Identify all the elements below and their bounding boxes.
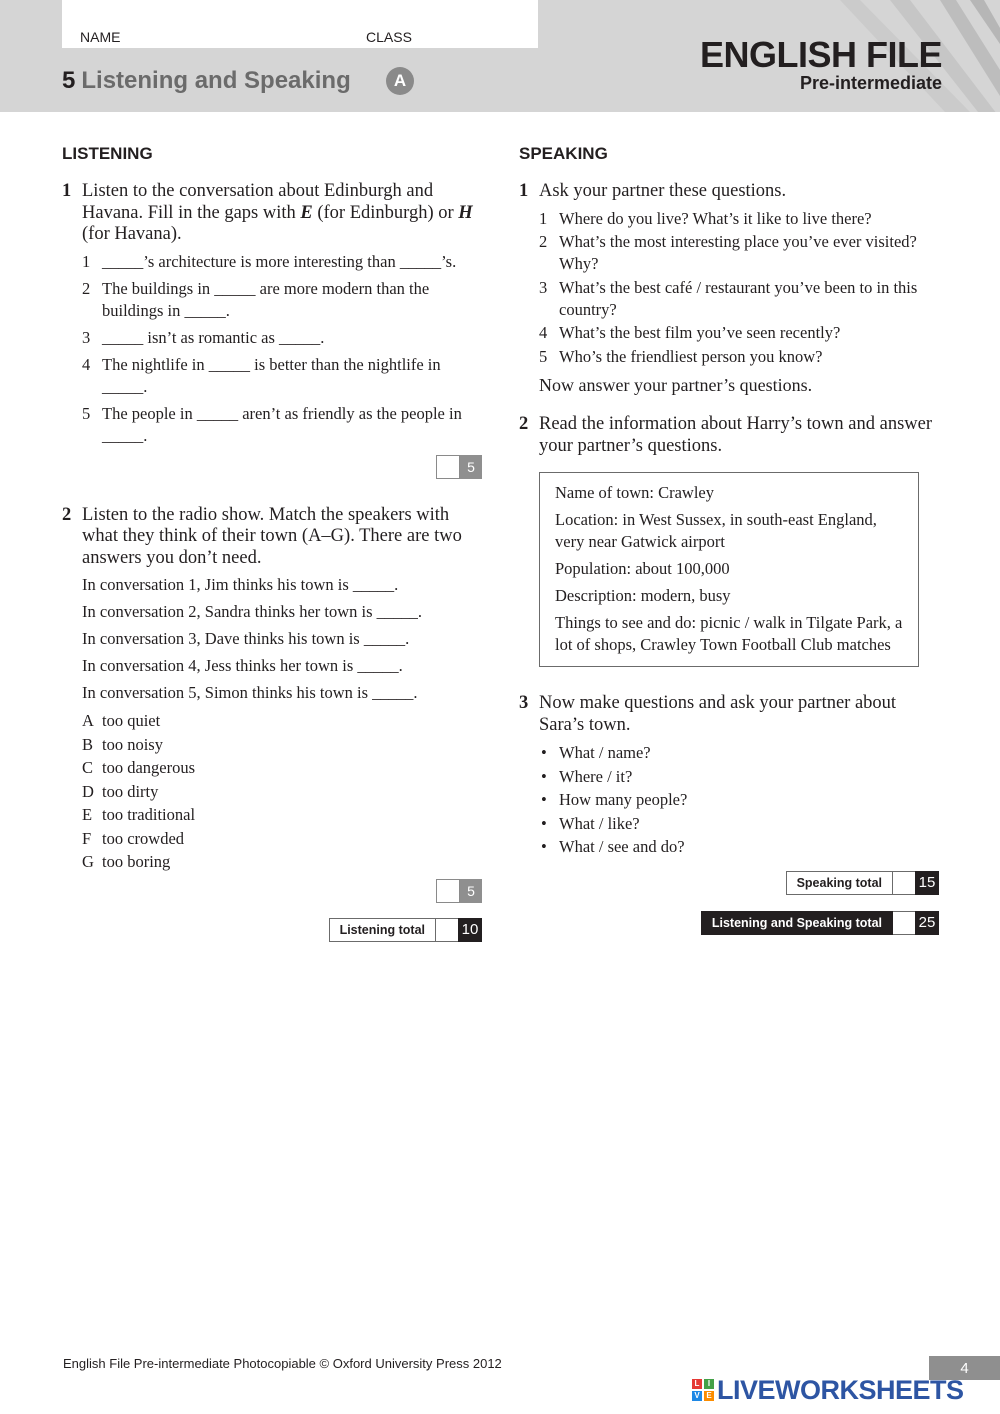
list-item: D too dirty	[82, 781, 159, 801]
exercise-number: 1	[519, 181, 529, 201]
info-line: Things to see and do: picnic / walk in Tilgate Park, a lot of shops, Crawley Town Football Club matches	[555, 613, 903, 654]
list-item: • What / like?	[539, 812, 939, 836]
footer-copyright-text: Photocopiable © Oxford University Press 2012	[229, 1356, 502, 1371]
bullet-icon: •	[541, 766, 547, 786]
total-input[interactable]	[436, 918, 458, 942]
speaking-exercise-2-instruction: 2 Read the information about Harry’s town and answer your partner’s questions.	[519, 414, 933, 456]
speaking-exercise-1-instruction: 1 Ask your partner these questions.	[519, 181, 787, 201]
total-input[interactable]	[893, 871, 915, 895]
list-item: C too dangerous	[82, 758, 196, 777]
list-item[interactable]: 4 The nightlife in _____ is better than the nightlife in _____.	[82, 354, 441, 396]
list-item[interactable]: 5 The people in _____ aren’t as friendly as the people in _____.	[82, 403, 462, 445]
grand-total	[519, 911, 939, 935]
liveworksheets-logo[interactable]	[692, 1376, 964, 1404]
speaking-ex1-follow-up: Now answer your partner’s questions.	[539, 374, 813, 395]
name-class-box	[62, 0, 538, 48]
info-line: Population: about 100,000	[555, 559, 730, 578]
list-item[interactable]: In conversation 1, Jim thinks his town is _____.	[82, 575, 399, 594]
listening-total-max: 10	[458, 918, 482, 942]
listening-title: LISTENING	[62, 144, 153, 163]
unit-title: Listening and Speaking	[81, 67, 351, 94]
unit-heading	[62, 67, 351, 95]
class-field-label[interactable]: CLASS	[366, 29, 412, 45]
speaking-total-max: 15	[915, 871, 939, 895]
list-item: • What / see and do?	[539, 835, 939, 859]
list-item[interactable]: In conversation 3, Dave thinks his town is _____.	[82, 629, 410, 648]
list-item: E too traditional	[82, 805, 196, 824]
exercise-number: 2	[519, 414, 529, 434]
score-max: 5	[460, 455, 482, 479]
info-line: Description: modern, busy	[555, 586, 731, 605]
speaking-ex3-prompts	[519, 741, 939, 859]
listening-ex1-score	[62, 455, 482, 479]
name-field-label[interactable]: NAME	[80, 29, 121, 45]
liveworksheets-wordmark: LIVEWORKSHEETS	[717, 1374, 964, 1405]
speaking-column	[519, 144, 939, 935]
grand-total-max: 25	[915, 911, 939, 935]
list-item: 5 Who’s the friendliest person you know?	[539, 346, 823, 366]
liveworksheets-grid-icon: L I V E	[692, 1379, 714, 1401]
bullet-icon: •	[541, 837, 547, 856]
bullet-icon: •	[541, 743, 547, 762]
listening-total-label: Listening total	[329, 918, 436, 942]
score-max: 5	[460, 879, 482, 903]
info-line: Name of town: Crawley	[555, 483, 714, 502]
list-item[interactable]: In conversation 5, Simon thinks his town is _____.	[82, 683, 418, 702]
speaking-title: SPEAKING	[519, 144, 608, 163]
exercise-number: 3	[519, 693, 529, 713]
speaking-ex1-questions	[519, 208, 939, 368]
score-input[interactable]	[436, 455, 460, 479]
list-item: 1 Where do you live? What’s it like to live there?	[539, 208, 872, 228]
unit-number: 5	[62, 67, 76, 94]
list-item[interactable]: 1 _____’s architecture is more interesting than _____’s.	[82, 251, 457, 271]
listening-ex2-conversations	[62, 574, 482, 704]
exercise-number: 2	[62, 504, 72, 525]
footer-book-title: English File Pre-intermediate	[63, 1356, 230, 1371]
list-item: A too quiet	[82, 711, 161, 730]
list-item[interactable]: 3 _____ isn’t as romantic as _____.	[82, 327, 325, 347]
list-item: 3 What’s the best café / restaurant you’ve been to in this country?	[539, 277, 918, 319]
list-item: 2 What’s the most interesting place you’ve ever visited? Why?	[539, 232, 917, 273]
list-item: F too crowded	[82, 828, 185, 848]
list-item: • Where / it?	[539, 765, 939, 789]
listening-total	[62, 918, 482, 942]
speaking-total	[519, 871, 939, 895]
list-item: • What / name?	[539, 741, 939, 765]
score-input[interactable]	[436, 879, 460, 903]
brand-subtitle: Pre-intermediate	[799, 73, 942, 93]
speaking-total-label: Speaking total	[786, 871, 893, 895]
listening-exercise-2-instruction: 2 Listen to the radio show. Match the speakers with what they think of their town (A–G). There are two answers you don’t need.	[62, 504, 462, 568]
list-item: G too boring	[82, 852, 171, 871]
list-item: • How many people?	[539, 788, 939, 812]
listening-ex2-options	[62, 709, 482, 874]
footer-copyright	[63, 1356, 502, 1371]
page-number: 4	[929, 1356, 1000, 1380]
bullet-icon: •	[541, 790, 547, 809]
list-item[interactable]: In conversation 2, Sandra thinks her town is _____.	[82, 602, 423, 621]
list-item[interactable]: In conversation 4, Jess thinks her town is _____.	[82, 656, 403, 675]
listening-ex1-items	[62, 251, 482, 447]
listening-exercise-1-instruction: 1 Listen to the conversation about Edinburgh and Havana. Fill in the gaps with E (for Edinburgh) or H (for Havana).	[62, 181, 473, 244]
total-input[interactable]	[893, 911, 915, 935]
harrys-town-info-box	[539, 472, 919, 667]
speaking-exercise-3-instruction: 3 Now make questions and ask your partner about Sara’s town.	[519, 693, 897, 735]
info-line: Location: in West Sussex, in south-east England, very near Gatwick airport	[555, 510, 877, 551]
list-item[interactable]: 2 The buildings in _____ are more modern than the buildings in _____.	[82, 278, 430, 320]
grand-total-label: Listening and Speaking total	[701, 911, 893, 935]
header-band	[0, 0, 1000, 112]
level-badge: A	[386, 67, 414, 95]
brand-title: ENGLISH FILE	[699, 34, 942, 75]
list-item: 4 What’s the best film you’ve seen recently?	[539, 323, 841, 342]
listening-ex2-score	[62, 879, 482, 903]
bullet-icon: •	[541, 813, 547, 833]
list-item: B too noisy	[82, 734, 163, 754]
exercise-number: 1	[62, 181, 72, 201]
listening-column	[62, 144, 482, 942]
